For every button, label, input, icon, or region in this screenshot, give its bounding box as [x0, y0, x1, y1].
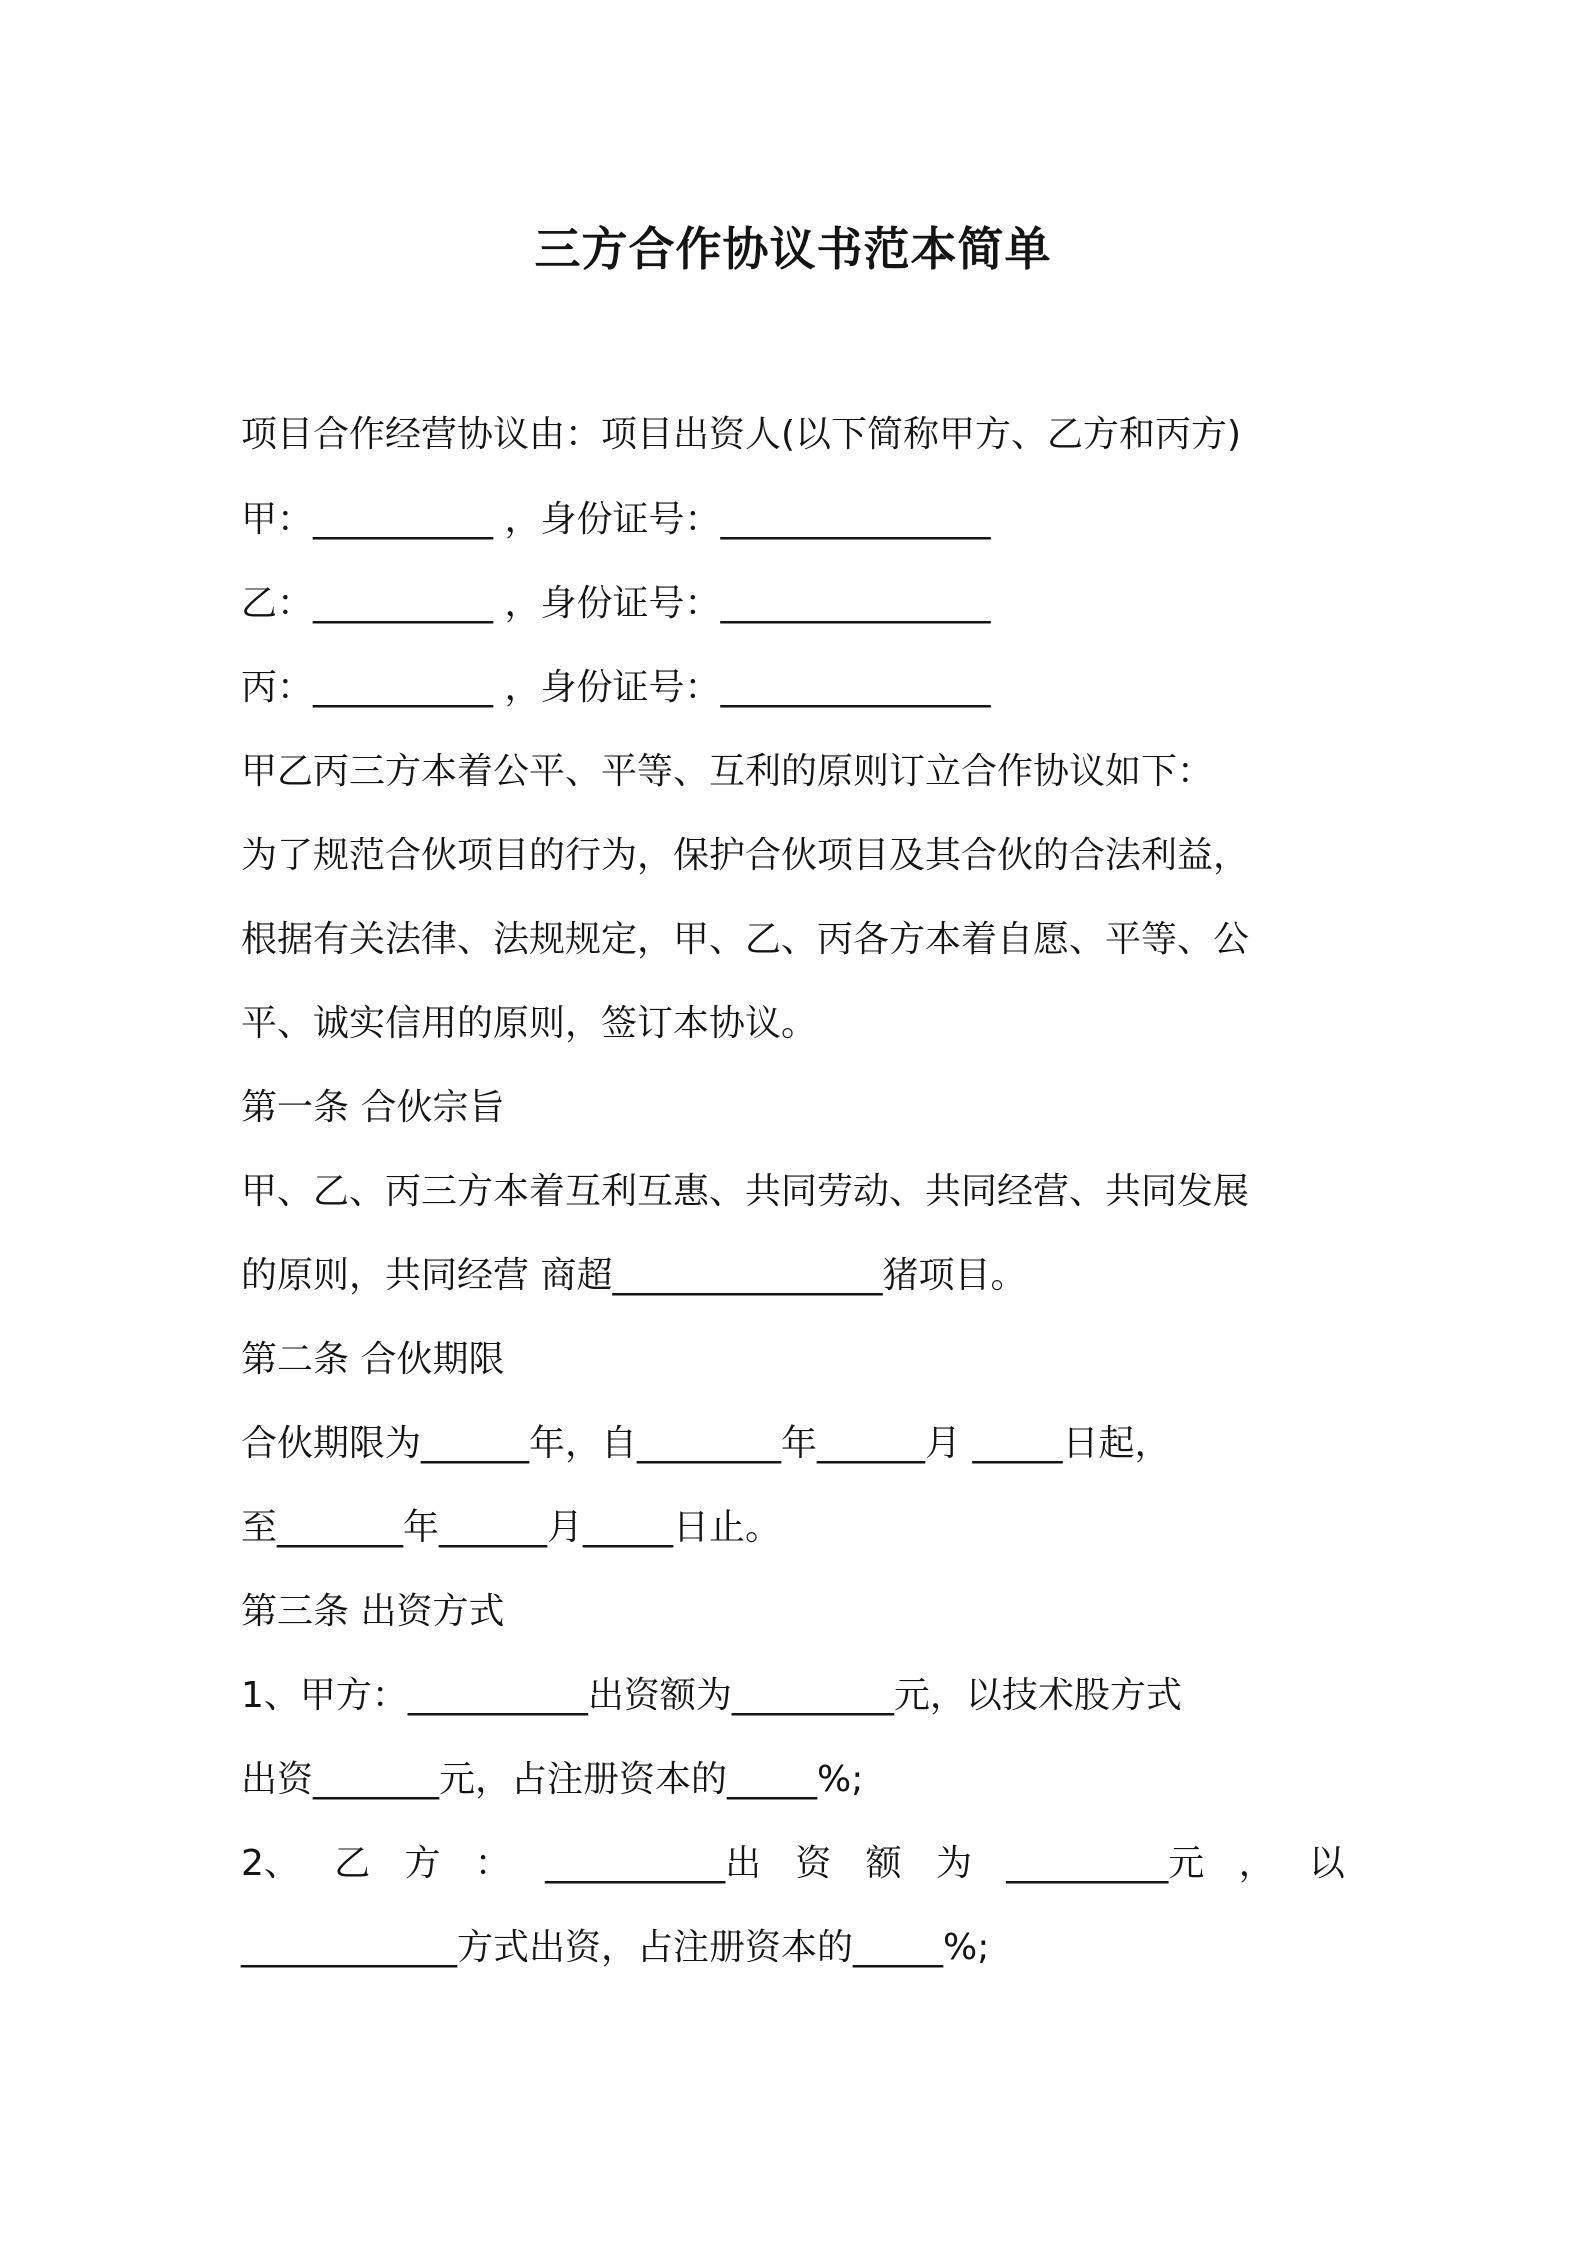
document-title: 三方合作协议书范本简单 — [534, 222, 1052, 276]
article-2-text: 合伙期限为______年，自________年______月 _____日起， — [241, 1423, 1171, 1464]
preamble-line: 平、诚实信用的原则，签订本协议。 — [241, 1003, 818, 1044]
party-c-line: 丙：__________ ，身份证号：_______________ — [241, 667, 991, 708]
party-b-line: 乙：__________ ，身份证号：_______________ — [241, 583, 991, 624]
item-2-fragment: 以 — [1308, 1843, 1345, 1884]
article-1-heading: 第一条 合伙宗旨 — [241, 1087, 505, 1128]
article-2-text: 至_______年______月_____日止。 — [241, 1507, 782, 1548]
preamble-line: 为了规范合伙项目的行为，保护合伙项目及其合伙的合法利益， — [241, 835, 1250, 876]
item-2-fragment: 2、 — [241, 1843, 300, 1884]
article-3-text: 出资_______元，占注册资本的_____%; — [241, 1759, 864, 1800]
principle-line: 甲乙丙三方本着公平、平等、互利的原则订立合作协议如下： — [241, 751, 1214, 792]
item-2-fragment: ： — [474, 1843, 511, 1884]
article-1-text: 的原则，共同经营 商超_______________猪项目。 — [241, 1255, 1027, 1296]
item-2-fragment: 为 — [935, 1843, 972, 1884]
article-3-text: 1、甲方：__________出资额为_________元，以技术股方式 — [241, 1675, 1182, 1716]
item-2-fragment: 方 — [404, 1843, 441, 1884]
item-2-fragment: ， — [1238, 1843, 1275, 1884]
article-3-item-2-cont: ____________方式出资，占注册资本的_____%; — [241, 1927, 990, 1968]
item-2-fragment: __________出 — [545, 1843, 762, 1884]
intro-line: 项目合作经营协议由：项目出资人(以下简称甲方、乙方和丙方) — [241, 414, 1242, 455]
item-2-fragment: 额 — [865, 1843, 902, 1884]
preamble-line: 根据有关法律、法规规定，甲、乙、丙各方本着自愿、平等、公 — [241, 919, 1250, 960]
item-2-fragment: 资 — [795, 1843, 832, 1884]
item-2-fragment: 乙 — [334, 1843, 371, 1884]
party-a-line: 甲：__________ ，身份证号：_______________ — [241, 499, 991, 540]
article-3-item-2 — [241, 1837, 1345, 1891]
article-1-text: 甲、乙、丙三方本着互利互惠、共同劳动、共同经营、共同发展 — [241, 1171, 1250, 1212]
article-2-heading: 第二条 合伙期限 — [241, 1339, 505, 1380]
article-3-heading: 第三条 出资方式 — [241, 1591, 505, 1632]
item-2-fragment: _________元 — [1006, 1843, 1205, 1884]
